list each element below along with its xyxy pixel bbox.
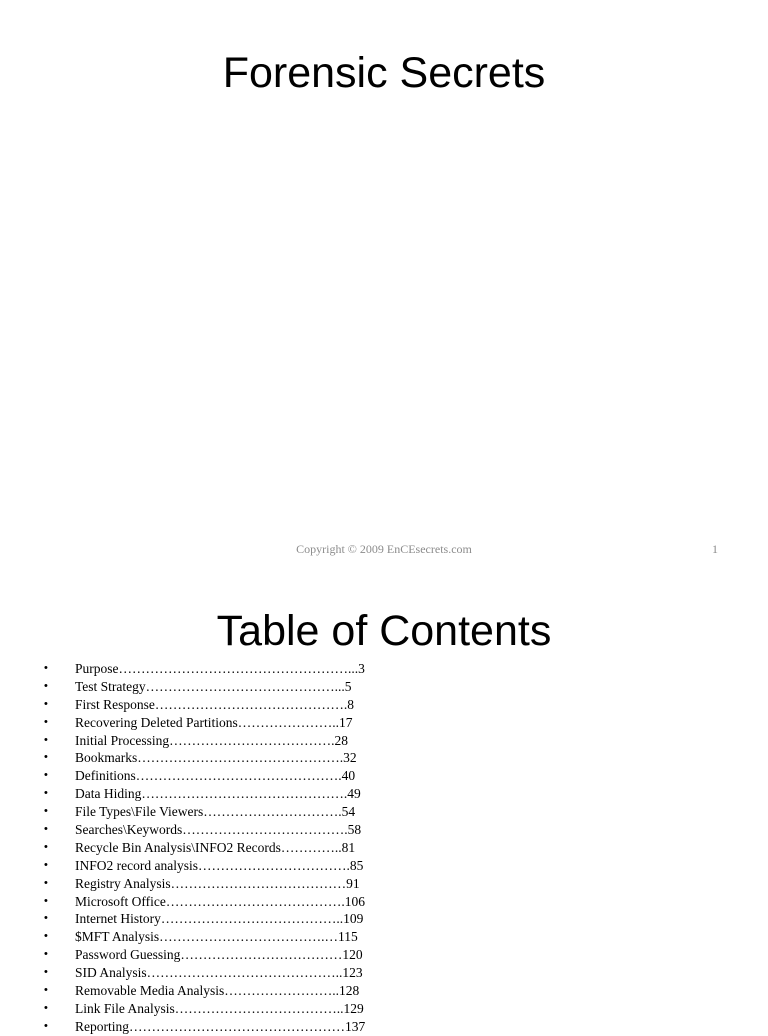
bullet-icon: • bbox=[44, 733, 48, 746]
bullet-icon: • bbox=[44, 679, 48, 692]
bullet-icon: • bbox=[44, 662, 48, 674]
bullet-icon: • bbox=[44, 787, 48, 800]
toc-entry: Initial Processing……………………………….28 bbox=[75, 732, 348, 748]
copyright-footer: Copyright © 2009 EnCEsecrets.com bbox=[296, 542, 472, 556]
toc-entry: Definitions……………………………………….40 bbox=[75, 768, 356, 784]
toc-entry: Data Hiding……………………………………….49 bbox=[75, 786, 361, 802]
bullet-icon: • bbox=[44, 715, 48, 728]
toc-entry: Recovering Deleted Partitions…………………..17 bbox=[75, 714, 353, 730]
toc-entry: Link File Analysis………………………………..129 bbox=[75, 1000, 364, 1016]
toc-entry: File Types\File Viewers………………………….54 bbox=[75, 804, 356, 820]
bullet-icon: • bbox=[44, 876, 48, 889]
bullet-icon: • bbox=[44, 823, 48, 836]
bullet-icon: • bbox=[44, 966, 48, 979]
bullet-icon: • bbox=[44, 912, 48, 925]
toc-entry: Purpose……………………………………………...3 bbox=[75, 661, 365, 676]
toc-entry: Internet History…………………………………..109 bbox=[75, 911, 364, 927]
bullet-icon: • bbox=[44, 840, 48, 853]
toc-entry: Recycle Bin Analysis\INFO2 Records…………..81 bbox=[75, 839, 356, 855]
bullet-icon: • bbox=[44, 1019, 48, 1032]
bullet-icon: • bbox=[44, 697, 48, 710]
bullet-icon: • bbox=[44, 984, 48, 997]
toc-entry: Test Strategy……………………………………...5 bbox=[75, 678, 352, 694]
toc-entry: INFO2 record analysis…………………………….85 bbox=[75, 857, 364, 873]
bullet-icon: • bbox=[44, 930, 48, 943]
toc-entry: Removable Media Analysis……………………..128 bbox=[75, 983, 360, 999]
bullet-icon: • bbox=[44, 1001, 48, 1014]
toc-entry: Registry Analysis…………………………………91 bbox=[75, 875, 360, 891]
bullet-icon: • bbox=[44, 769, 48, 782]
toc-entry: First Response…………………………………….8 bbox=[75, 696, 355, 712]
toc-entry: Reporting…………………………………………137 bbox=[75, 1018, 366, 1034]
toc-title: Table of Contents bbox=[216, 607, 552, 655]
page-number: 1 bbox=[712, 542, 718, 556]
bullet-icon: • bbox=[44, 948, 48, 961]
toc-entry: Password Guessing………………………………120 bbox=[75, 947, 363, 963]
slide-table-of-contents bbox=[0, 576, 768, 1034]
bullet-icon: • bbox=[44, 751, 48, 764]
toc-entry: SID Analysis……………………………………..123 bbox=[75, 965, 363, 981]
toc-entry: Bookmarks……………………………………….32 bbox=[75, 750, 357, 766]
bullet-icon: • bbox=[44, 858, 48, 871]
bullet-icon: • bbox=[44, 894, 48, 907]
toc-entry: Searches\Keywords……………………………….58 bbox=[75, 822, 362, 838]
slide-title: Forensic Secrets bbox=[222, 49, 546, 97]
bullet-icon: • bbox=[44, 805, 48, 818]
toc-entry: Microsoft Office………………………………….106 bbox=[75, 893, 365, 909]
toc-entry: $MFT Analysis……………………………….…115 bbox=[75, 929, 358, 945]
